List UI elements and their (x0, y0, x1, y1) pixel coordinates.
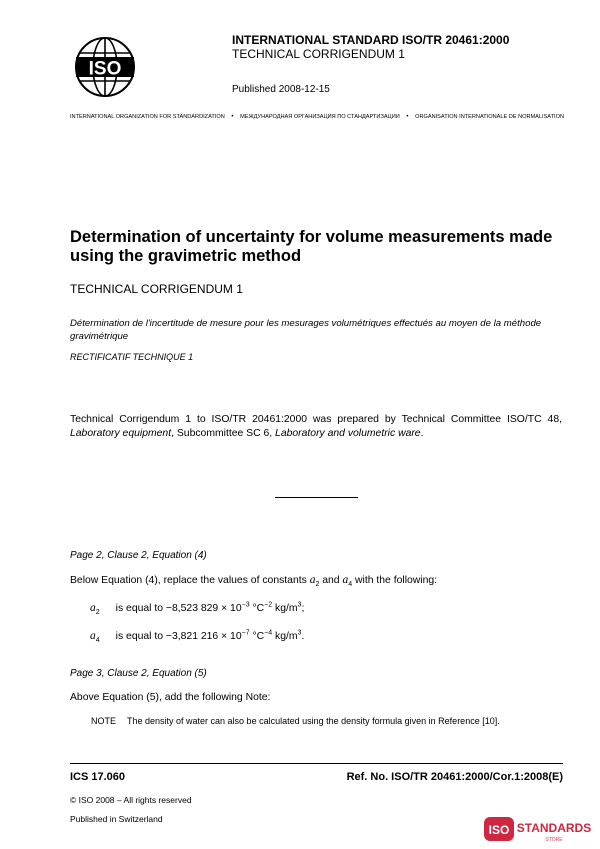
published-date: Published 2008-12-15 (232, 84, 330, 95)
bullet-separator: • (231, 114, 234, 120)
org-name-ru: МЕЖДУНАРОДНАЯ ОРГАНИЗАЦИЯ ПО СТАНДАРТИЗАЦИИ (240, 114, 400, 120)
french-subtitle: RECTIFICATIF TECHNIQUE 1 (70, 352, 194, 362)
organization-names (70, 114, 564, 120)
standard-title: INTERNATIONAL STANDARD ISO/TR 20461:2000 (232, 33, 510, 47)
replace-instruction: Below Equation (4), replace the values of constants $a_2$ and $a_4$ with the following: (70, 574, 438, 589)
svg-text:STORE: STORE (545, 837, 563, 843)
intro-paragraph: Technical Corrigendum 1 to ISO/TR 20461:2000 was prepared by Technical Committee ISO/TC 48, Laboratory equipment, Subcommittee SC 6, Laboratory and volumetric ware. (70, 414, 562, 439)
published-location: Published in Switzerland (70, 814, 163, 824)
equation-a2: $a_2$ is equal to −8,523 $829 \times 10^{-3}$ $^\circ C^{-2}$ $kg/m^3$; (90, 601, 305, 617)
org-name-fr: ORGANISATION INTERNATIONALE DE NORMALISATION (415, 114, 564, 120)
iso-logo (74, 36, 136, 98)
corrigendum-title: TECHNICAL CORRIGENDUM 1 (232, 47, 405, 61)
footer-rule (70, 763, 563, 764)
separator-rule (275, 497, 358, 498)
copyright: © ISO 2008 – All rights reserved (70, 795, 192, 805)
ics-code: ICS 17.060 (70, 771, 126, 783)
note-text: The density of water can also be calculated using the density formula given in Reference [10]. (127, 716, 500, 726)
document-title: Determination of uncertainty for volume measurements made using the gravimetric method (70, 228, 553, 265)
svg-text:ISO: ISO (488, 823, 510, 837)
section-heading-1: Page 2, Clause 2, Equation (4) (70, 550, 207, 561)
french-title: Détermination de l'incertitude de mesure pour les mesurages volumétriques effectués au moyen de la méthode gravimétrique (70, 318, 542, 342)
section-heading-2: Page 3, Clause 2, Equation (5) (70, 668, 207, 679)
add-note-instruction: Above Equation (5), add the following Note: (70, 692, 271, 703)
iso-standards-watermark (484, 813, 594, 845)
org-name-en: INTERNATIONAL ORGANIZATION FOR STANDARDIZATION (70, 114, 225, 120)
corrigendum-subtitle: TECHNICAL CORRIGENDUM 1 (70, 282, 243, 296)
reference-number: Ref. No. ISO/TR 20461:2000/Cor.1:2008(E) (346, 771, 563, 783)
equation-a4: $a_4$ is equal to −3,821 $216 \times 10^{-7}$ $^\circ C^{-4}$ $kg/m^3$. (90, 629, 305, 645)
iso-logo-text: ISO (88, 58, 122, 80)
svg-text:STANDARDS: STANDARDS (516, 821, 592, 835)
note (91, 716, 500, 726)
note-label: NOTE (91, 716, 117, 726)
bullet-separator: • (406, 114, 409, 120)
